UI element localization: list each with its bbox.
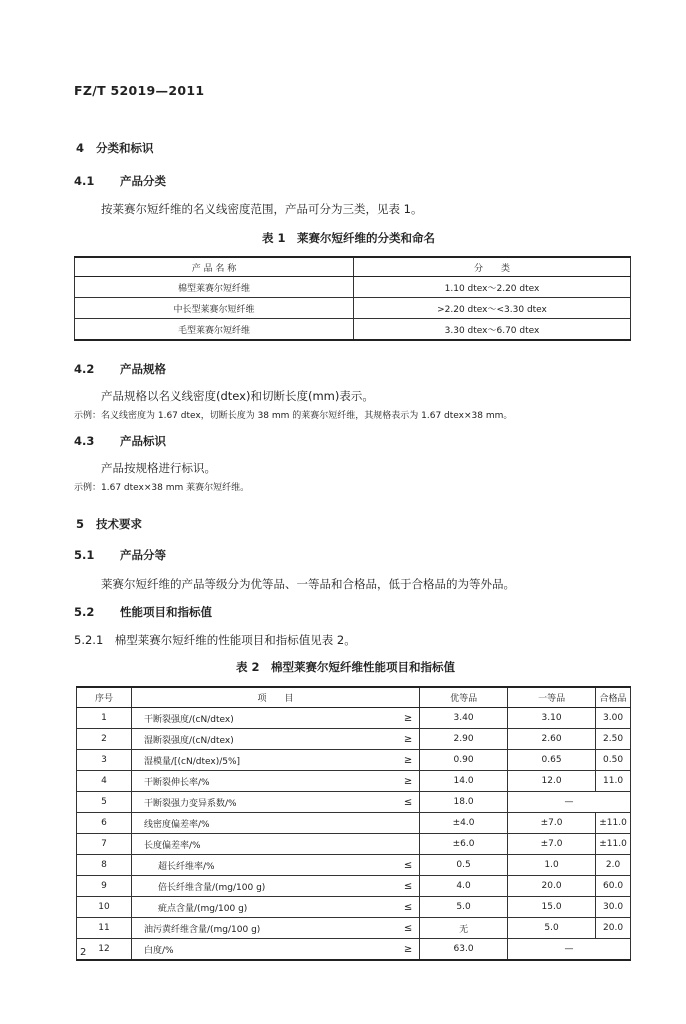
row-number: 9 bbox=[77, 876, 132, 897]
comparison-symbol: ≥ bbox=[397, 939, 420, 961]
value-qualified: 0.50 bbox=[596, 750, 631, 771]
paragraph-4-3: 产品按规格进行标识。 bbox=[101, 461, 216, 475]
section-title: 产品分类 bbox=[120, 174, 166, 188]
table-cell: >2.20 dtex～<3.30 dtex bbox=[354, 298, 631, 319]
value-superior: ±4.0 bbox=[420, 813, 508, 834]
row-number: 10 bbox=[77, 897, 132, 918]
row-number: 7 bbox=[77, 834, 132, 855]
table-1-caption: 表 1 莱赛尔短纤维的分类和命名 bbox=[262, 231, 436, 245]
comparison-symbol: ≤ bbox=[397, 855, 420, 876]
value-not-applicable: — bbox=[508, 939, 631, 961]
value-qualified: ±11.0 bbox=[596, 813, 631, 834]
section-number: 5.1 bbox=[74, 548, 95, 562]
value-qualified: 20.0 bbox=[596, 918, 631, 939]
section-4-3-heading bbox=[74, 433, 166, 449]
header-cell: 一等品 bbox=[508, 687, 596, 708]
section-5-2-heading bbox=[74, 604, 212, 620]
value-superior: 5.0 bbox=[420, 897, 508, 918]
table-row bbox=[75, 319, 631, 341]
row-number: 1 bbox=[77, 708, 132, 729]
table-header-row bbox=[77, 687, 631, 708]
value-qualified: 30.0 bbox=[596, 897, 631, 918]
example-4-3: 示例：1.67 dtex×38 mm 莱赛尔短纤维。 bbox=[74, 483, 250, 493]
table-row bbox=[77, 750, 631, 771]
row-number: 2 bbox=[77, 729, 132, 750]
table-row bbox=[75, 277, 631, 298]
value-superior: 63.0 bbox=[420, 939, 508, 961]
item-name: 疵点含量/(mg/100 g) bbox=[132, 897, 398, 918]
row-number: 4 bbox=[77, 771, 132, 792]
value-first-grade: 2.60 bbox=[508, 729, 596, 750]
section-number: 4.1 bbox=[74, 174, 95, 188]
value-superior: ±6.0 bbox=[420, 834, 508, 855]
comparison-symbol: ≤ bbox=[397, 918, 420, 939]
comparison-symbol: ≤ bbox=[397, 897, 420, 918]
section-title: 分类和标识 bbox=[96, 141, 154, 155]
page-number: 2 bbox=[80, 947, 87, 958]
value-first-grade: 15.0 bbox=[508, 897, 596, 918]
header-cell: 优等品 bbox=[420, 687, 508, 708]
value-first-grade: ±7.0 bbox=[508, 834, 596, 855]
comparison-symbol: ≤ bbox=[397, 792, 420, 813]
comparison-symbol: ≥ bbox=[397, 771, 420, 792]
value-superior: 0.90 bbox=[420, 750, 508, 771]
paragraph-5-2-1: 5.2.1 棉型莱赛尔短纤维的性能项目和指标值见表 2。 bbox=[74, 633, 356, 647]
section-5-1-heading bbox=[74, 547, 166, 563]
table-row bbox=[77, 897, 631, 918]
table-2 bbox=[76, 686, 631, 961]
table-cell: 中长型莱赛尔短纤维 bbox=[75, 298, 354, 319]
value-superior: 2.90 bbox=[420, 729, 508, 750]
value-qualified: 2.0 bbox=[596, 855, 631, 876]
header-cell: 项 目 bbox=[132, 687, 420, 708]
item-name: 湿模量/[(cN/dtex)/5%] bbox=[132, 750, 398, 771]
table-header-row bbox=[75, 257, 631, 277]
paragraph-4-2: 产品规格以名义线密度(dtex)和切断长度(mm)表示。 bbox=[101, 389, 374, 403]
item-name: 干断裂强力变异系数/% bbox=[132, 792, 398, 813]
section-title: 产品分等 bbox=[120, 548, 166, 562]
comparison-symbol: ≥ bbox=[397, 708, 420, 729]
row-number: 11 bbox=[77, 918, 132, 939]
item-name: 干断裂强度/(cN/dtex) bbox=[132, 708, 398, 729]
section-title: 产品标识 bbox=[120, 434, 166, 448]
table-row bbox=[77, 729, 631, 750]
section-number: 4.3 bbox=[74, 434, 95, 448]
value-qualified: 3.00 bbox=[596, 708, 631, 729]
table-cell: 棉型莱赛尔短纤维 bbox=[75, 277, 354, 298]
section-title: 性能项目和指标值 bbox=[120, 605, 212, 619]
paragraph-5-1: 莱赛尔短纤维的产品等级分为优等品、一等品和合格品，低于合格品的为等外品。 bbox=[101, 577, 515, 591]
item-name: 白度/% bbox=[132, 939, 398, 961]
value-superior: 3.40 bbox=[420, 708, 508, 729]
value-first-grade: 5.0 bbox=[508, 918, 596, 939]
value-superior: 0.5 bbox=[420, 855, 508, 876]
row-number: 8 bbox=[77, 855, 132, 876]
value-first-grade: 0.65 bbox=[508, 750, 596, 771]
section-5-heading bbox=[76, 516, 142, 532]
section-title: 产品规格 bbox=[120, 362, 166, 376]
standard-header: FZ/T 52019—2011 bbox=[74, 83, 205, 98]
table-1 bbox=[74, 256, 631, 341]
value-superior: 18.0 bbox=[420, 792, 508, 813]
table-row bbox=[75, 298, 631, 319]
example-4-2: 示例：名义线密度为 1.67 dtex，切断长度为 38 mm 的莱赛尔短纤维，其规格表示为 1.67 dtex×38 mm。 bbox=[74, 411, 513, 421]
value-first-grade: ±7.0 bbox=[508, 813, 596, 834]
value-first-grade: 12.0 bbox=[508, 771, 596, 792]
comparison-symbol: ≥ bbox=[397, 729, 420, 750]
item-name: 湿断裂强度/(cN/dtex) bbox=[132, 729, 398, 750]
table-row bbox=[77, 813, 631, 834]
table-row bbox=[77, 708, 631, 729]
table-row bbox=[77, 792, 631, 813]
item-name: 油污黄纤维含量/(mg/100 g) bbox=[132, 918, 398, 939]
table-row bbox=[77, 876, 631, 897]
value-qualified: 60.0 bbox=[596, 876, 631, 897]
item-name: 超长纤维率/% bbox=[132, 855, 398, 876]
section-4-heading bbox=[76, 140, 154, 156]
comparison-symbol: ≥ bbox=[397, 750, 420, 771]
item-name: 干断裂伸长率/% bbox=[132, 771, 398, 792]
comparison-symbol: ≤ bbox=[397, 876, 420, 897]
section-4-2-heading bbox=[74, 361, 166, 377]
item-name: 线密度偏差率/% bbox=[132, 813, 420, 834]
table-cell: 3.30 dtex～6.70 dtex bbox=[354, 319, 631, 341]
value-qualified: 11.0 bbox=[596, 771, 631, 792]
section-4-1-heading bbox=[74, 173, 166, 189]
table-cell: 1.10 dtex～2.20 dtex bbox=[354, 277, 631, 298]
row-number: 6 bbox=[77, 813, 132, 834]
table-row bbox=[77, 939, 631, 961]
header-cell: 分 类 bbox=[354, 257, 631, 277]
table-2-caption: 表 2 棉型莱赛尔短纤维性能项目和指标值 bbox=[236, 660, 456, 674]
section-number: 4.2 bbox=[74, 362, 95, 376]
table-row bbox=[77, 834, 631, 855]
section-number: 5 bbox=[76, 517, 85, 531]
value-not-applicable: — bbox=[508, 792, 631, 813]
section-number: 4 bbox=[76, 141, 85, 155]
value-qualified: 2.50 bbox=[596, 729, 631, 750]
value-superior: 14.0 bbox=[420, 771, 508, 792]
section-number: 5.2 bbox=[74, 605, 95, 619]
header-cell: 合格品 bbox=[596, 687, 631, 708]
table-row bbox=[77, 855, 631, 876]
item-name: 长度偏差率/% bbox=[132, 834, 420, 855]
row-number: 3 bbox=[77, 750, 132, 771]
value-superior: 无 bbox=[420, 918, 508, 939]
value-first-grade: 1.0 bbox=[508, 855, 596, 876]
value-superior: 4.0 bbox=[420, 876, 508, 897]
table-cell: 毛型莱赛尔短纤维 bbox=[75, 319, 354, 341]
row-number: 12 bbox=[77, 939, 132, 961]
header-cell: 产 品 名 称 bbox=[75, 257, 354, 277]
table-row bbox=[77, 771, 631, 792]
value-first-grade: 20.0 bbox=[508, 876, 596, 897]
item-name: 倍长纤维含量/(mg/100 g) bbox=[132, 876, 398, 897]
value-first-grade: 3.10 bbox=[508, 708, 596, 729]
value-qualified: ±11.0 bbox=[596, 834, 631, 855]
header-cell: 序号 bbox=[77, 687, 132, 708]
paragraph-4-1: 按莱赛尔短纤维的名义线密度范围，产品可分为三类，见表 1。 bbox=[101, 202, 423, 216]
table-row bbox=[77, 918, 631, 939]
section-title: 技术要求 bbox=[96, 517, 142, 531]
row-number: 5 bbox=[77, 792, 132, 813]
